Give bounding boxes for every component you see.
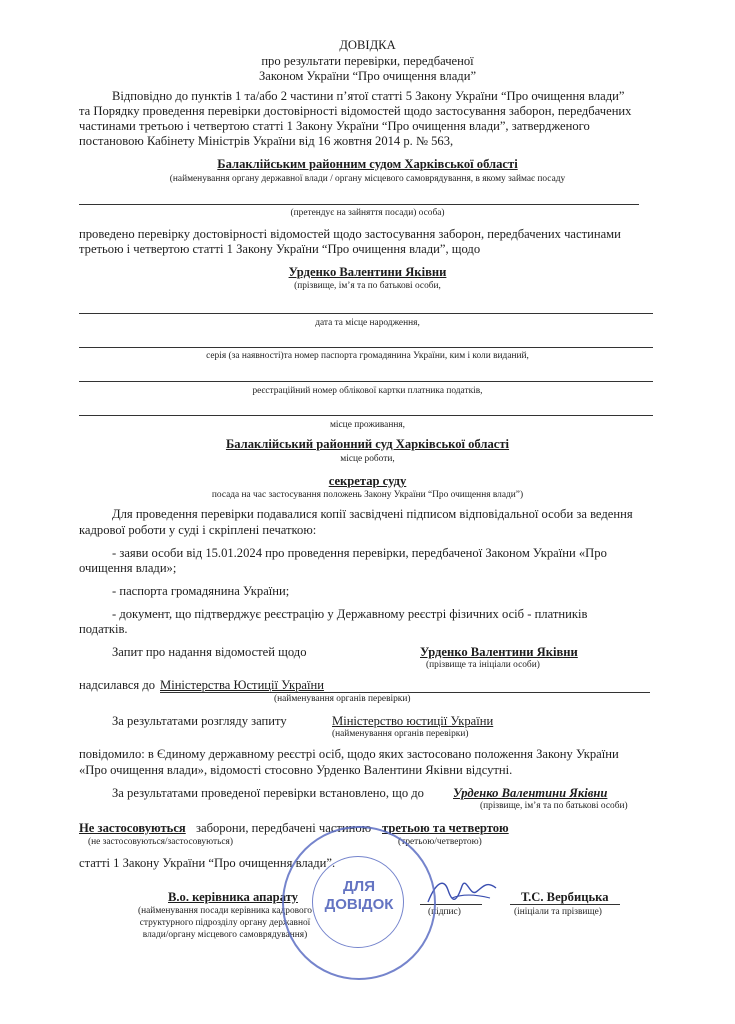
result-text: За результатами проведеної перевірки встановлено, що до	[112, 786, 424, 800]
person-name-caption: (прізвище, ім’я та по батькові особи,	[294, 281, 441, 291]
passport-line	[79, 347, 653, 348]
documents-item-2: - паспорта громадянина України;	[112, 584, 290, 598]
residence-caption: місце проживання,	[329, 420, 406, 430]
authority-name: Балаклійським районним судом Харківської області	[217, 157, 518, 171]
sent-to-org: Міністерства Юстиції України	[160, 678, 324, 692]
sent-prefix: надсилався до	[79, 678, 156, 692]
position-name: секретар суду	[328, 474, 407, 488]
court-stamp-icon	[282, 826, 436, 980]
intro-line-2: та Порядку проведення перевірки достовірності відомостей щодо застосування заборон, передбачених	[79, 104, 632, 118]
authority-caption: (найменування органу державної влади / органу місцевого самоврядування, в якому займає посаду	[169, 174, 566, 184]
result-closing: статті 1 Закону України “Про очищення влади”.	[79, 856, 336, 870]
signer-position-caption-3: влади/органу місцевого самоврядування)	[142, 930, 308, 940]
request-name-caption: (прізвище та ініціали особи)	[426, 660, 540, 670]
result-middle: заборони, передбачені частиною	[196, 821, 372, 835]
position-caption: посада на час застосування положень Закону України “Про очищення влади”)	[211, 490, 524, 500]
review-line-2: «Про очищення влади», відомості стосовно Урденко Валентини Яківни відсутні.	[79, 763, 513, 777]
intro-line-4: постановою Кабінету Міністрів України від 16 жовтня 2014 р. № 563,	[79, 134, 454, 148]
stamp-line-2: ДОВІДОК	[324, 896, 394, 913]
document-title: ДОВІДКА	[339, 38, 396, 52]
signer-name: Т.С. Вербицька	[521, 890, 609, 904]
review-org: Міністерство юстиції України	[332, 714, 494, 728]
signer-name-caption: (ініціали та прізвище)	[514, 907, 602, 917]
result-status-caption: (не застосовуються/застосовуються)	[88, 837, 233, 847]
applicant-caption: (претендує на зайняття посади) особа)	[290, 208, 445, 218]
result-status: Не застосовуються	[79, 821, 186, 835]
check-line-2: третьою і четвертою статті 1 Закону України “Про очищення влади”, щодо	[79, 242, 481, 256]
passport-caption: серія (за наявності)та номер паспорта громадянина України, ким і коли виданий,	[206, 351, 529, 361]
signer-name-line	[510, 904, 620, 905]
intro-line-1: Відповідно до пунктів 1 та/або 2 частини п’ятої статті 5 Закону України “Про очищення влади”	[112, 89, 625, 103]
documents-item-1-line-1: - заяви особи від 15.01.2024 про проведення перевірки, передбаченої Законом України «Про	[112, 546, 607, 560]
documents-item-1-line-2: очищення влади»;	[79, 561, 177, 575]
signature-caption: (підпис)	[428, 907, 461, 917]
sent-to-caption: (найменування органів перевірки)	[274, 694, 411, 704]
result-parts: третьою та четвертою	[382, 821, 509, 835]
residence-line	[79, 415, 653, 416]
workplace-name: Балаклійський районний суд Харківської області	[225, 437, 510, 451]
sent-to-line	[160, 692, 650, 693]
documents-item-3-line-2: податків.	[79, 622, 128, 636]
signer-position-caption-2: структурного підрозділу органу державної	[139, 918, 311, 928]
person-name: Урденко Валентини Яківни	[288, 265, 447, 279]
check-line-1: проведено перевірку достовірності відомостей щодо застосування заборон, передбачених частинами	[79, 227, 621, 241]
documents-line-2: кадрової роботи у суді і скріплені печаткою:	[79, 523, 317, 537]
result-person-name: Урденко Валентини Яківни	[453, 786, 608, 800]
document-subtitle-1: про результати перевірки, передбаченої	[261, 54, 474, 68]
request-person-name: Урденко Валентини Яківни	[420, 645, 578, 659]
applicant-line	[79, 204, 639, 205]
result-name-caption: (прізвище, ім’я та по батькові особи)	[480, 801, 628, 811]
review-line-1: повідомило: в Єдиному державному реєстрі осіб, щодо яких застосовано положення Закону України	[79, 747, 619, 761]
birth-caption: дата та місце народження,	[315, 318, 420, 328]
tax-line	[79, 381, 653, 382]
intro-line-3: частинами третьою і четвертою статті 1 Закону України “Про очищення влади”, затвердженого	[79, 119, 590, 133]
documents-item-3-line-1: - документ, що підтверджує реєстрацію у Державному реєстрі фізичних осіб - платників	[112, 607, 588, 621]
documents-line-1: Для проведення перевірки подавалися копії засвідчені підписом відповідальної особи за ведення	[112, 507, 633, 521]
signer-position: В.о. керівника апарату	[168, 890, 298, 904]
birth-line	[79, 313, 653, 314]
result-parts-caption: (третьою/четвертою)	[398, 837, 482, 847]
request-label: Запит про надання відомостей щодо	[112, 645, 307, 659]
document-subtitle-2: Законом України “Про очищення влади”	[258, 69, 477, 83]
workplace-caption: місце роботи,	[340, 454, 395, 464]
stamp-line-1: ДЛЯ	[343, 878, 375, 895]
tax-caption: реєстраційний номер облікової картки платника податків,	[252, 386, 483, 396]
signer-position-caption-1: (найменування посади керівника кадрового	[138, 906, 312, 916]
review-label: За результатами розгляду запиту	[112, 714, 287, 728]
review-org-caption: (найменування органів перевірки)	[332, 729, 469, 739]
